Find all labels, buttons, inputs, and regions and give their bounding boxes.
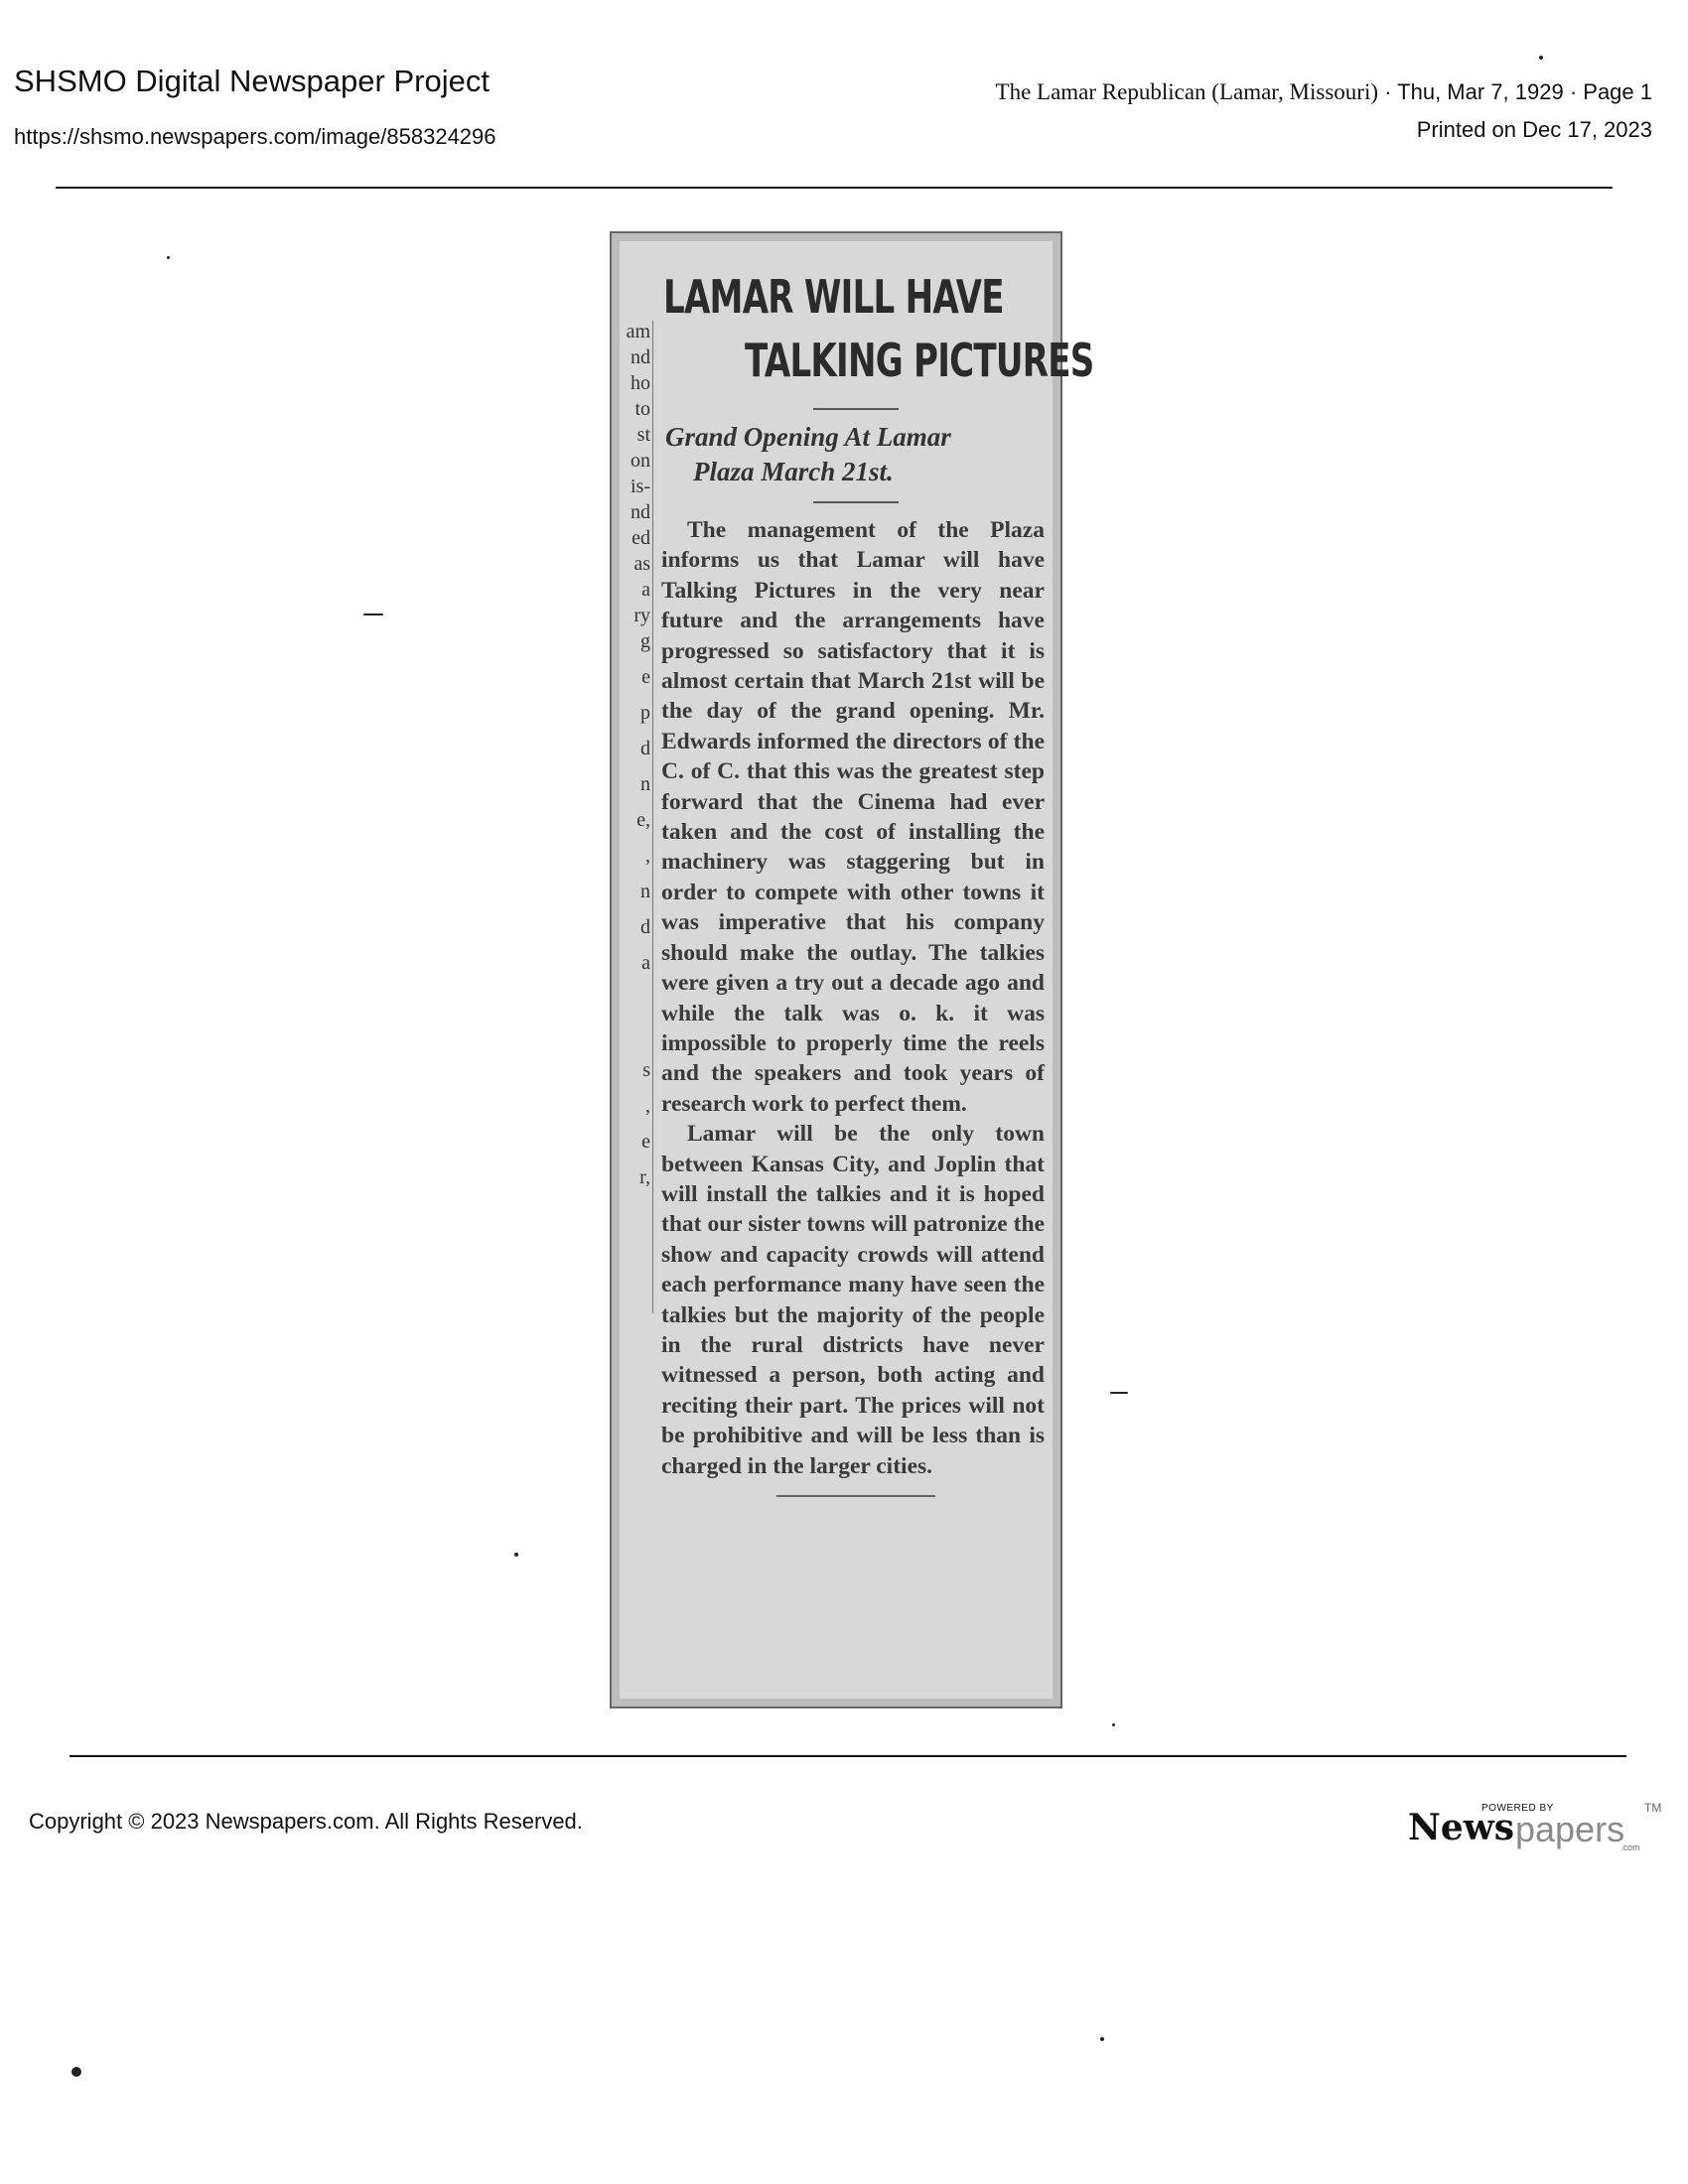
headline-divider [813, 408, 899, 410]
adjacent-column-fragment: on [631, 450, 650, 472]
adjacent-column-fragment: ed [632, 527, 650, 549]
newspapers-logo[interactable] [1408, 1795, 1666, 1854]
footer-copyright: Copyright © 2023 Newspapers.com. All Rights Reserved. [29, 1809, 583, 1834]
bottom-divider [70, 1755, 1626, 1757]
adjacent-column-fragment: s [642, 1059, 650, 1081]
adjacent-column-fragment: e [641, 1131, 650, 1153]
subhead-divider [813, 501, 899, 503]
adjacent-column-fragment: as [633, 553, 650, 575]
header-source-info [996, 79, 1652, 105]
adjacent-column-fragment: is- [631, 476, 650, 497]
scan-speck [1539, 56, 1543, 60]
adjacent-column-edge [620, 321, 653, 1313]
adjacent-column-fragment: p [640, 702, 650, 724]
printed-date: Printed on Dec 17, 2023 [1416, 117, 1652, 142]
scan-speck [71, 2067, 81, 2077]
adjacent-column-fragment: d [640, 738, 650, 759]
logo-domain: .com [1620, 1843, 1640, 1852]
adjacent-column-fragment [620, 1024, 650, 1045]
adjacent-column-fragment: n [640, 773, 650, 795]
scan-speck [1100, 2037, 1104, 2041]
adjacent-column-fragment: ho [631, 372, 650, 394]
adjacent-column-fragment: r, [639, 1166, 650, 1188]
adjacent-column-fragment: nd [631, 346, 650, 368]
adjacent-column-fragment: nd [631, 501, 650, 523]
adjacent-column-fragment: , [645, 1095, 650, 1117]
article-paragraph-2: Lamar will be the only town between Kansas City, and Joplin that will install the talkies and it is hoped that our sister towns will patronize the show and capacity crowds will attend each performance many have seen the talkies but the majority of the people in the rural districts have never witnessed a person, both acting and reciting their part. The prices will not be prohibitive and will be less than is charged in the larger cities. [661, 1121, 1045, 1479]
scan-speck [363, 614, 383, 615]
issue-date: Thu, Mar 7, 1929 [1397, 79, 1564, 104]
scan-speck [1110, 1392, 1128, 1394]
scan-speck [1112, 1723, 1115, 1726]
clipping-paper [620, 241, 1094, 1699]
top-divider [56, 187, 1613, 189]
scan-speck [514, 1553, 518, 1557]
page-number: Page 1 [1583, 79, 1652, 104]
headline-line-1: LAMAR WILL HAVE [663, 270, 1004, 324]
adjacent-column-fragment: st [636, 424, 650, 446]
subheadline-line-2: Plaza March 21st. [693, 457, 894, 486]
adjacent-column-fragment: , [645, 845, 650, 867]
headline-line-2: TALKING PICTURES [745, 334, 1094, 387]
adjacent-column-fragment: g [640, 630, 650, 652]
article-body [659, 515, 1053, 1481]
end-divider [776, 1495, 935, 1497]
scan-speck [167, 256, 170, 259]
article [659, 241, 1094, 1699]
logo-powered-by: POWERED BY [1481, 1803, 1554, 1814]
adjacent-column-fragment: a [641, 579, 650, 601]
logo-trademark: TM [1644, 1801, 1662, 1815]
subheadline [659, 420, 1053, 489]
adjacent-column-fragment: e [641, 666, 650, 688]
separator: · [1378, 79, 1398, 104]
separator: · [1563, 79, 1584, 104]
logo-papers-text: papers [1515, 1809, 1625, 1849]
adjacent-column-fragment: d [640, 916, 650, 938]
header-image-url[interactable]: https://shsmo.newspapers.com/image/858324296 [14, 124, 496, 149]
adjacent-column-fragment: ry [633, 605, 650, 626]
adjacent-column-fragment: a [641, 952, 650, 974]
newspaper-name: The Lamar Republican (Lamar, Missouri) [995, 79, 1378, 104]
article-paragraph-1: The management of the Plaza informs us that Lamar will have Talking Pictures in the very near future and the arrangements have progressed so satisfactory that it is almost certain that March 21st will be the day of the grand opening. Mr. Edwards informed the directors of the C. of C. that this was the greatest step forward that the Cinema had ever taken and the cost of installing the machinery was staggering but in order to compete with other towns it was imperative that his company should make the outlay. The talkies were given a try out a decade ago and while the talk was o. k. it was impossible to properly time the reels and the speakers and took years of research work to perfect them. [661, 517, 1045, 1117]
adjacent-column-fragment: am [626, 321, 650, 342]
adjacent-column-fragment [620, 988, 650, 1010]
adjacent-column-fragment: e, [636, 809, 650, 831]
header-project-title: SHSMO Digital Newspaper Project [14, 64, 490, 98]
logo-news-text: News [1408, 1807, 1515, 1848]
adjacent-column-fragment: n [640, 881, 650, 902]
newspaper-clipping [610, 231, 1094, 1708]
subheadline-line-1: Grand Opening At Lamar [665, 422, 951, 452]
adjacent-column-fragment: to [634, 398, 650, 420]
